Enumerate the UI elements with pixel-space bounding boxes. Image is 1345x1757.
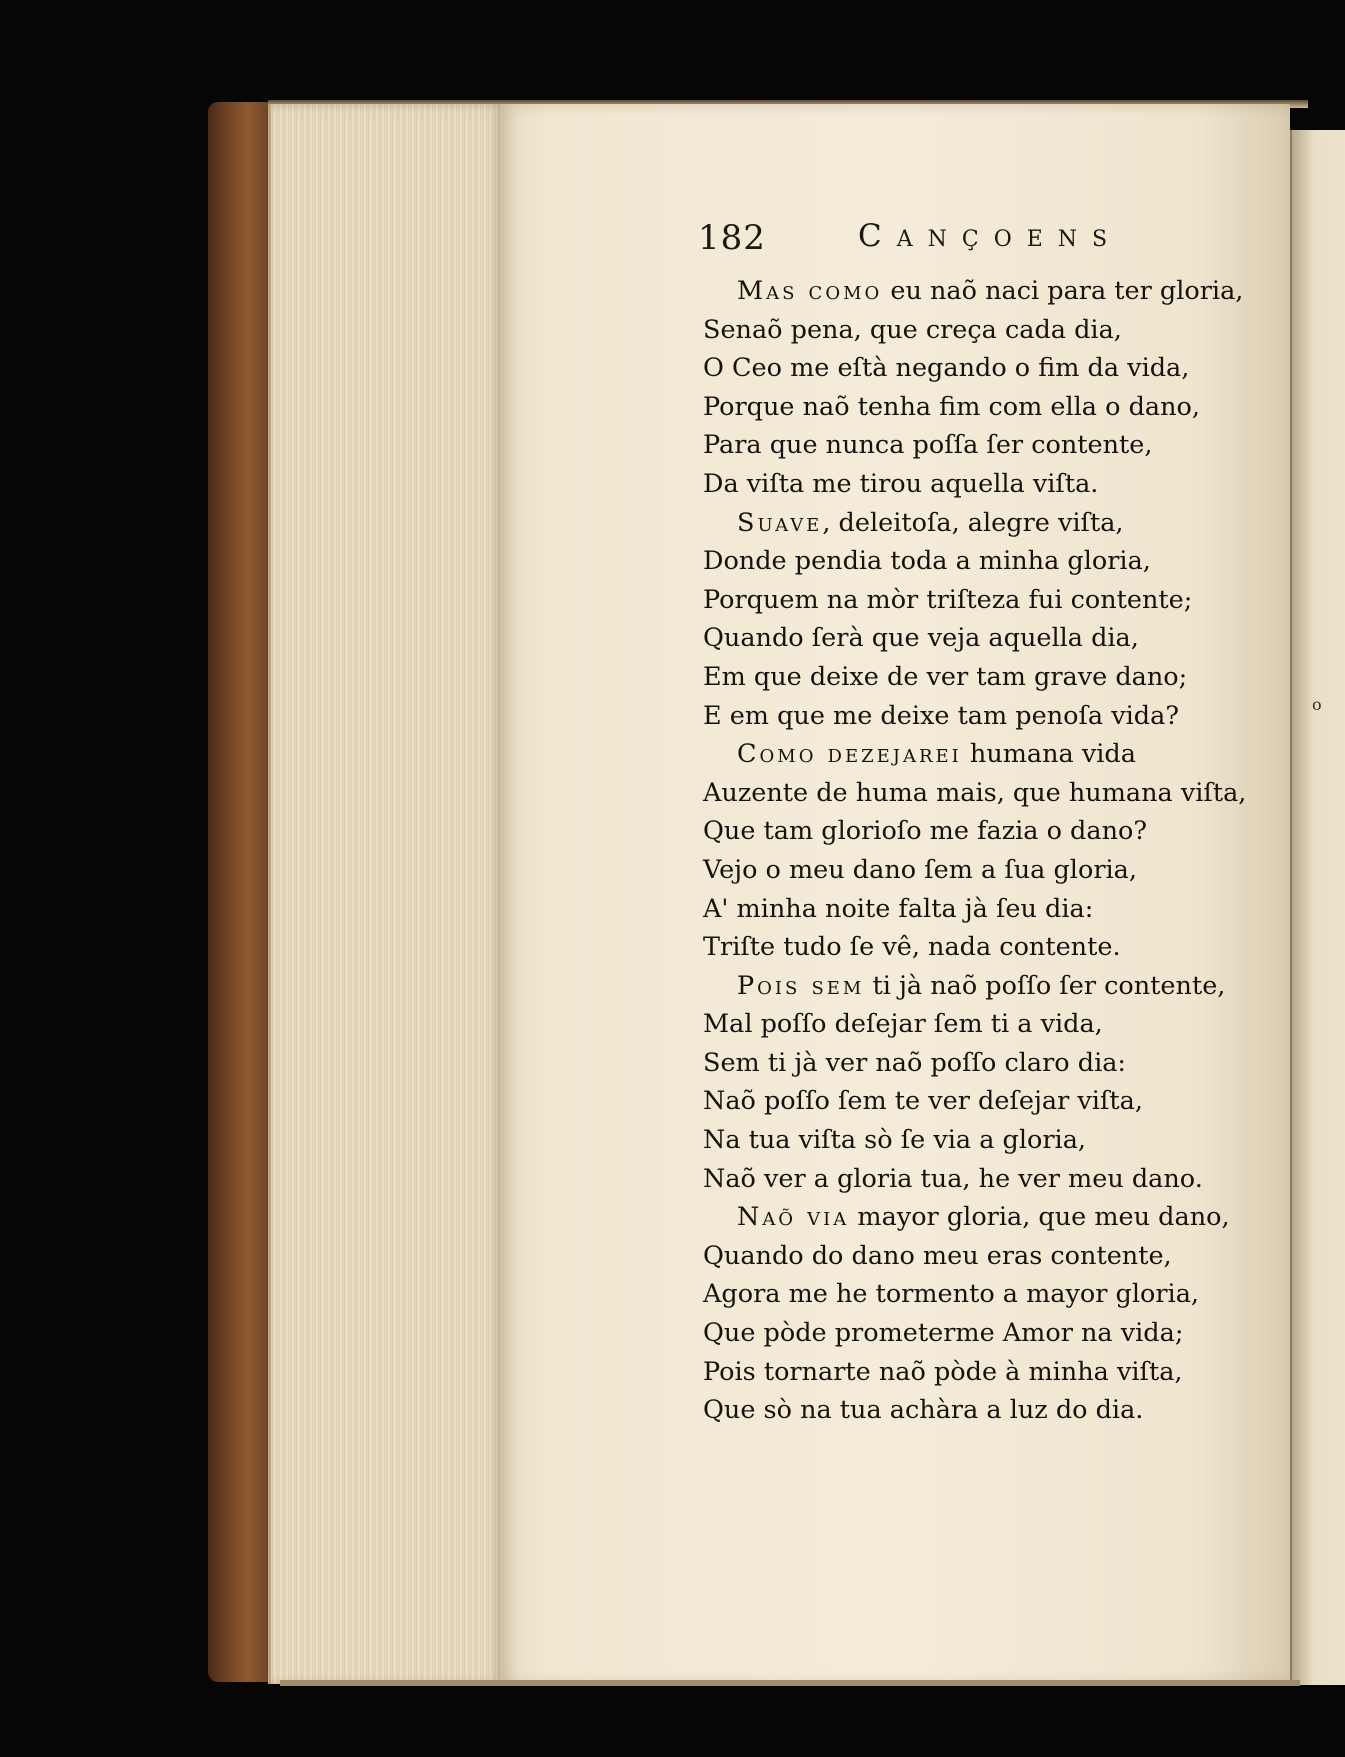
stanza-lead: Mas como	[737, 276, 883, 306]
poem-line: Que sò na tua achàra a luz do dia.	[703, 1395, 1144, 1426]
page-number: 182	[698, 218, 766, 258]
stanza-first-line	[703, 272, 1283, 311]
stanza-first-line	[703, 735, 1283, 774]
poem-line: A' minha noite falta jà ſeu dia:	[703, 893, 1094, 924]
poem-line: Porquem na mòr triſteza fui contente;	[703, 584, 1193, 615]
poem-line: Que tam glorioſo me fazia o dano?	[703, 816, 1148, 847]
stanza-lead: Suave	[737, 507, 823, 538]
poem-line: Quando do dano meu eras contente,	[703, 1240, 1172, 1271]
stanza-lead: Como dezejarei	[737, 739, 962, 770]
poem-line: Na tua viſta sò ſe via a gloria,	[703, 1125, 1086, 1156]
line-text: eu naõ naci para ter gloria,	[882, 276, 1244, 306]
poem-line: Naõ ver a gloria tua, he ver meu dano.	[703, 1163, 1203, 1194]
stanza-first-line	[703, 504, 1283, 543]
poem-line: Da viſta me tirou aquella viſta.	[703, 468, 1099, 499]
page-bottom-edge	[280, 1680, 1300, 1686]
facing-page-mark: o	[1312, 695, 1322, 714]
poem-line: Em que deixe de ver tam grave dano;	[703, 661, 1188, 692]
stanza-first-line	[703, 967, 1283, 1006]
poem-line: Pois tornarte naõ pòde à minha viſta,	[703, 1356, 1183, 1387]
poem-line: Agora me he tormento a mayor gloria,	[703, 1279, 1200, 1310]
poem-line: Senaõ pena, que creça cada dia,	[703, 314, 1122, 345]
poem-line: Mal poſſo deſejar ſem ti a vida,	[703, 1009, 1103, 1040]
stanza-lead: Naõ via	[737, 1202, 850, 1233]
poem-text	[703, 272, 1283, 1430]
poem-line: E em que me deixe tam penoſa vida?	[703, 700, 1179, 731]
poem-line: Sem ti jà ver naõ poſſo claro dia:	[703, 1047, 1127, 1078]
line-text: ti jà naõ poſſo ſer contente,	[864, 970, 1226, 1001]
stanza-first-line	[703, 1198, 1283, 1237]
poem-line: Naõ poſſo ſem te ver deſejar viſta,	[703, 1086, 1143, 1117]
poem-line: Porque naõ tenha fim com ella o dano,	[703, 391, 1200, 422]
running-title: Cançoens	[858, 218, 1123, 254]
poem-line: Que pòde prometerme Amor na vida;	[703, 1318, 1184, 1349]
line-text: humana vida	[961, 739, 1136, 770]
facing-page-edge	[1290, 130, 1345, 1685]
poem-line: Triſte tudo ſe vê, nada contente.	[703, 932, 1121, 963]
poem-line: Para que nunca poſſa ſer contente,	[703, 430, 1153, 461]
poem-line: Donde pendia toda a minha gloria,	[703, 546, 1151, 577]
line-text: , deleitoſa, alegre viſta,	[822, 507, 1124, 538]
line-text: mayor gloria, que meu dano,	[849, 1202, 1230, 1233]
poem-line: O Ceo me eſtà negando o fim da vida,	[703, 353, 1190, 384]
poem-line: Quando ſerà que veja aquella dia,	[703, 623, 1139, 654]
poem-line: Vejo o meu dano ſem a ſua gloria,	[703, 854, 1137, 885]
page-block-edges	[268, 104, 503, 1684]
poem-line: Auzente de huma mais, que humana viſta,	[703, 777, 1247, 808]
stanza-lead: Pois sem	[737, 970, 865, 1001]
page-header	[698, 218, 1178, 268]
